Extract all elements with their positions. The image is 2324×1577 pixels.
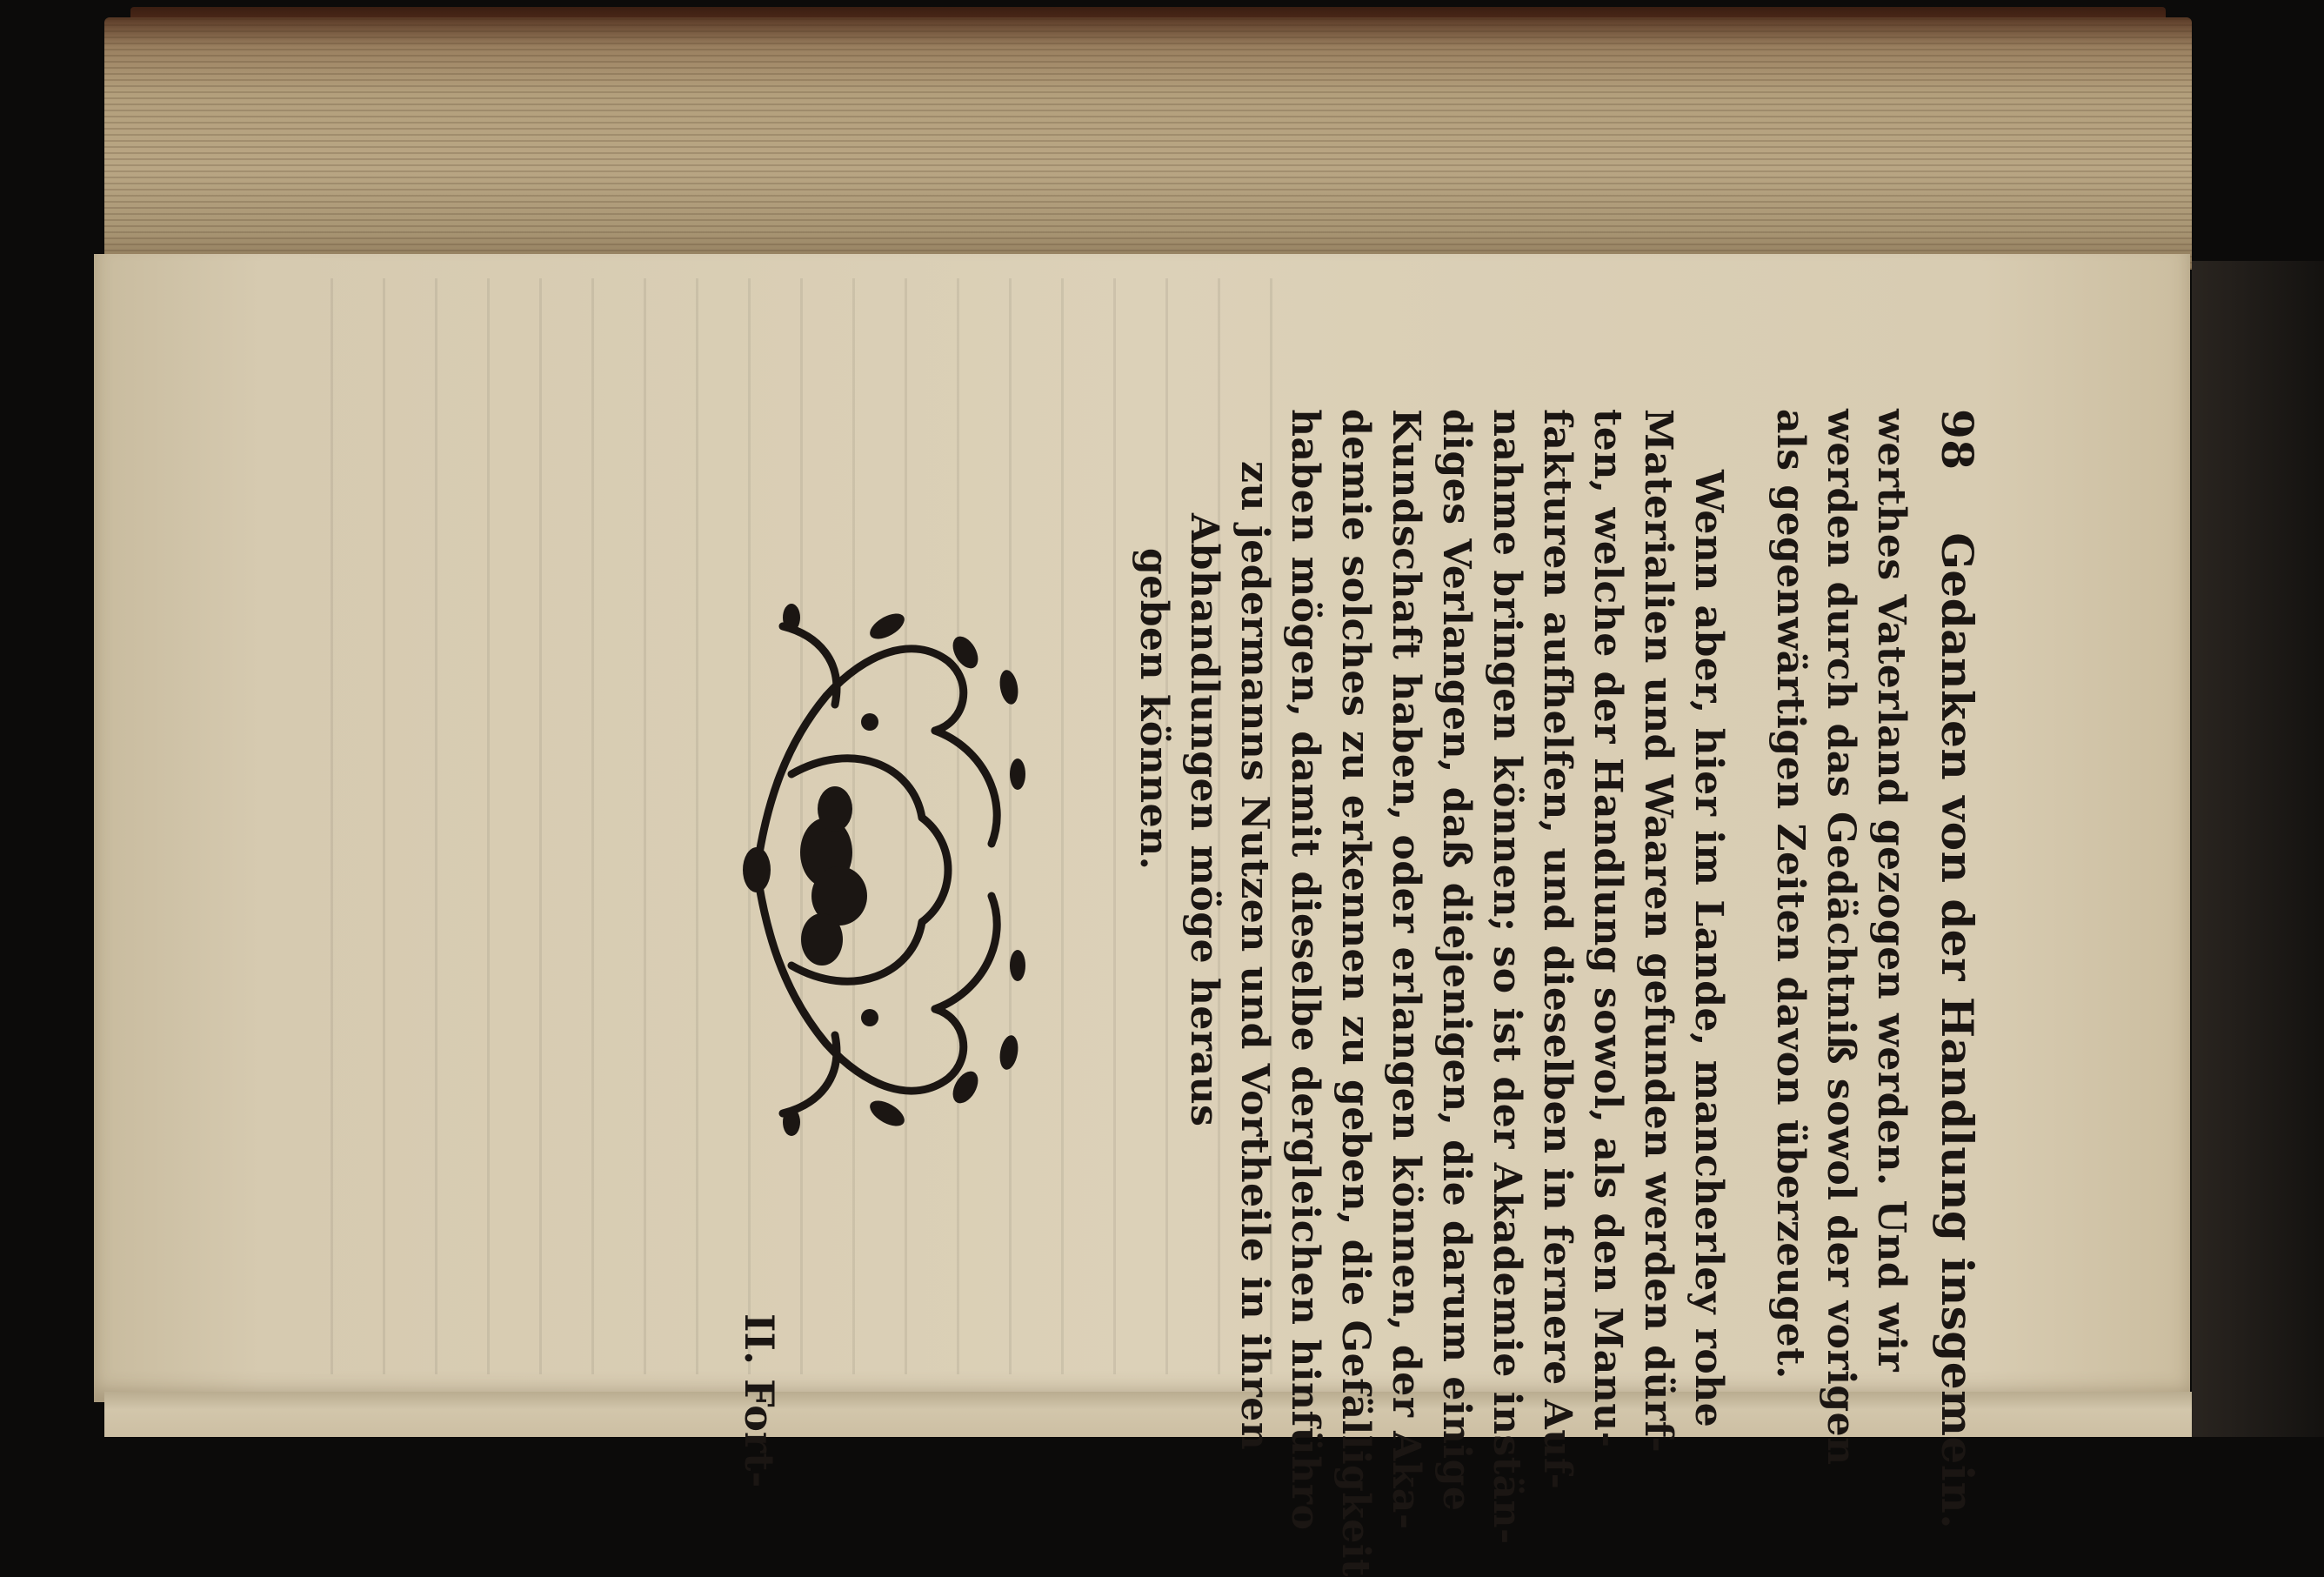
text-line: Abhandlungen möge heraus <box>1182 513 1226 1127</box>
text-line: werden durch das Gedächtniß sowol der vorigen <box>1819 409 1863 1466</box>
text-line: Materialien und Waaren gefunden werden dürf- <box>1636 409 1680 1453</box>
running-head-line <box>1932 409 1983 1529</box>
page-number: 98 <box>1932 409 1983 471</box>
text-line: werthes Vaterland gezogen werden. Und wir <box>1869 409 1913 1373</box>
text-line: Kundschaft haben, oder erlangen können, der Aka- <box>1384 409 1428 1530</box>
text-line: als gegenwärtigen Zeiten davon überzeuget. <box>1768 409 1813 1380</box>
text-line: haben mögen, damit dieselbe dergleichen hinführo <box>1283 409 1327 1531</box>
text-line: geben können. <box>1132 548 1176 871</box>
book-page-edges <box>104 17 2192 270</box>
dark-background-right <box>2192 261 2324 1437</box>
printed-text-block <box>713 409 1983 1577</box>
floral-vignette-ornament <box>731 600 1044 1139</box>
text-line: ten, welche der Handlung sowol, als den Manu- <box>1586 409 1630 1448</box>
text-line: diges Verlangen, daß diejenigen, die darum einige <box>1434 409 1479 1512</box>
text-line: zu jedermanns Nutzen und Vortheile in ihren <box>1232 461 1277 1451</box>
text-line: Wenn aber, hier im Lande, mancherley rohe <box>1686 470 1731 1428</box>
text-line: fakturen aufhelfen, und dieselben in fernere Auf- <box>1535 409 1579 1490</box>
text-line: demie solches zu erkennen zu geben, die Gefälligkeit <box>1333 409 1378 1577</box>
catchword: II. Fort- <box>736 1313 783 1488</box>
text-line: nahme bringen können; so ist der Akademie instän- <box>1485 409 1529 1545</box>
running-head: Gedanken von der Handlung insgemein. <box>1932 532 1983 1530</box>
